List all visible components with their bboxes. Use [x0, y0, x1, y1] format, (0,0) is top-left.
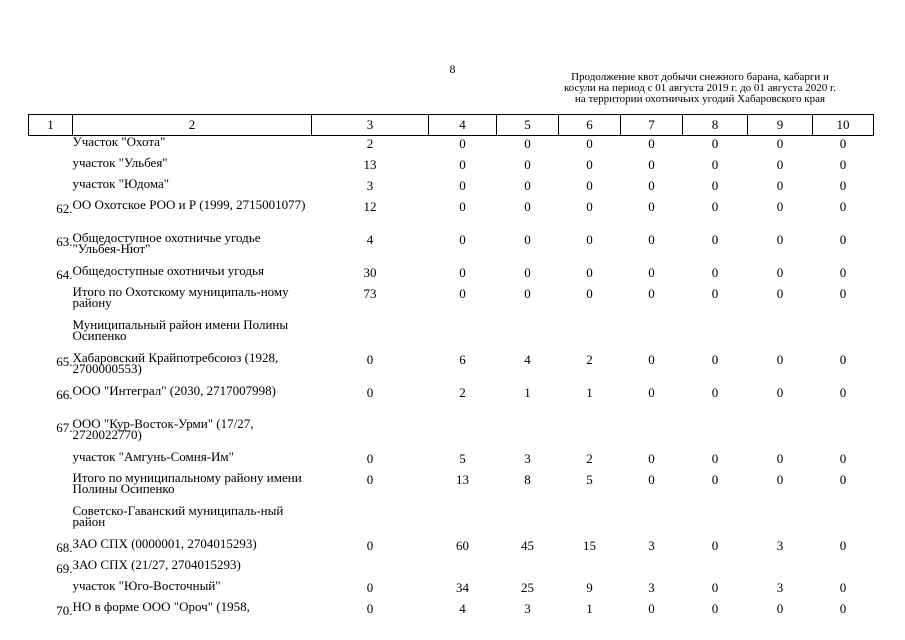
- cell-value-col8: 0: [711, 136, 719, 151]
- cell-value-col8: 0: [711, 580, 719, 595]
- row-name: участок "Юго-Восточный": [72, 578, 221, 593]
- cell-value-col6: 0: [586, 199, 593, 214]
- cell-value-col9: 0: [776, 601, 784, 616]
- row-number: [29, 319, 73, 352]
- cell-value-col8: [683, 418, 748, 451]
- cell-value-col6: 1: [586, 385, 593, 400]
- cell-value-col4: 5: [459, 451, 466, 466]
- cell-value-col5: 0: [524, 178, 531, 193]
- cell-value-col4: 0: [459, 178, 466, 193]
- cell-value-col9: 3: [776, 580, 784, 595]
- cell-value-col10: 0: [839, 136, 847, 151]
- row-name: Участок "Охота": [72, 134, 166, 149]
- cell-value-col10: [813, 559, 874, 580]
- cell-value-col5: 0: [524, 265, 531, 280]
- cell-value-col6: 0: [586, 232, 593, 247]
- column-header-row: [29, 115, 874, 136]
- caption-line-2: косули на период с 01 августа 2019 г. до 01 августа 2020 г.: [563, 82, 836, 94]
- row-name: Итого по Охотскому муниципаль-ному району: [72, 284, 289, 310]
- cell-value-col9: 0: [776, 232, 784, 247]
- cell-value-col10: 0: [839, 232, 847, 247]
- cell-value-col4: 4: [459, 601, 466, 616]
- cell-value-col10: [813, 319, 874, 352]
- cell-value-col7: 0: [648, 472, 655, 487]
- row-name: Итого по муниципальному району имени Полины Осипенко: [72, 470, 302, 496]
- row-name: ЗАО СПХ (0000001, 2704015293): [72, 536, 257, 551]
- column-header: 1: [29, 115, 73, 136]
- cell-value-col5: [497, 319, 559, 352]
- cell-value-col3: 0: [366, 472, 374, 487]
- cell-value-col5: [497, 505, 559, 538]
- cell-value-col7: 3: [648, 580, 655, 595]
- cell-value-col5: 8: [524, 472, 531, 487]
- cell-value-col7: 0: [648, 601, 655, 616]
- row-number: [29, 451, 73, 472]
- cell-value-col6: 0: [586, 157, 593, 172]
- cell-value-col8: 0: [711, 601, 719, 616]
- column-header: 7: [621, 115, 683, 136]
- cell-value-col9: 0: [776, 178, 784, 193]
- row-number: [29, 178, 73, 199]
- caption-line-3: на территории охотничьих угодий Хабаровского края: [574, 93, 826, 105]
- cell-value-col9: [748, 418, 813, 451]
- quota-table: [28, 114, 874, 622]
- cell-value-col6: 5: [586, 472, 593, 487]
- row-number: 70.: [56, 603, 73, 618]
- cell-value-col6: [559, 559, 621, 580]
- cell-value-col4: [429, 418, 497, 451]
- column-header: 4: [429, 115, 497, 136]
- table-row: [29, 265, 874, 286]
- cell-value-col6: 2: [586, 352, 593, 367]
- row-number: 63.: [56, 234, 73, 249]
- cell-value-col5: 0: [524, 286, 531, 301]
- cell-value-col10: 0: [839, 352, 847, 367]
- cell-value-col9: 0: [776, 157, 784, 172]
- cell-value-col8: 0: [711, 385, 719, 400]
- cell-value-col5: 3: [524, 451, 531, 466]
- row-name: ООО "Кур-Восток-Урми" (17/27, 2720022770): [72, 416, 254, 442]
- cell-value-col6: 15: [583, 538, 596, 553]
- column-header: 9: [748, 115, 813, 136]
- cell-value-col3: 0: [366, 451, 374, 466]
- cell-value-col3: 0: [366, 538, 374, 553]
- table-row: [29, 232, 874, 265]
- cell-value-col6: 2: [586, 451, 593, 466]
- cell-value-col6: 9: [586, 580, 593, 595]
- cell-value-col3: 4: [366, 232, 374, 247]
- cell-value-col9: 0: [776, 352, 784, 367]
- cell-value-col6: 0: [586, 265, 593, 280]
- cell-value-col7: [621, 559, 683, 580]
- table-row: [29, 538, 874, 559]
- cell-value-col9: [748, 505, 813, 538]
- cell-value-col10: 0: [839, 601, 847, 616]
- row-name: Общедоступные охотничьи угодья: [72, 263, 264, 278]
- page-number: 8: [449, 62, 456, 76]
- table-row: [29, 472, 874, 505]
- cell-value-col8: 0: [711, 451, 719, 466]
- row-name: Общедоступное охотничье угодье "Ульбея-Нют": [72, 230, 261, 256]
- cell-value-col4: 0: [459, 136, 466, 151]
- row-name: ООО "Интеграл" (2030, 2717007998): [72, 383, 276, 398]
- cell-value-col5: 3: [524, 601, 531, 616]
- cell-value-col8: [683, 319, 748, 352]
- cell-value-col3: [312, 559, 429, 580]
- cell-value-col7: 0: [648, 178, 655, 193]
- cell-value-col10: 0: [839, 286, 847, 301]
- cell-value-col5: 4: [524, 352, 531, 367]
- cell-value-col9: [748, 559, 813, 580]
- table-row: [29, 136, 874, 158]
- row-number: 69.: [56, 561, 73, 576]
- cell-value-col6: [559, 505, 621, 538]
- row-number: [29, 580, 73, 601]
- row-name: Советско-Гаванский муниципаль-ный район: [72, 503, 284, 529]
- cell-value-col8: [683, 505, 748, 538]
- table-row: [29, 559, 874, 580]
- cell-value-col8: 0: [711, 265, 719, 280]
- row-number: 66.: [56, 387, 73, 402]
- cell-value-col4: [429, 319, 497, 352]
- cell-value-col9: 3: [776, 538, 784, 553]
- row-name: НО в форме ООО "Ороч" (1958,: [72, 599, 250, 614]
- cell-value-col7: [621, 505, 683, 538]
- cell-value-col9: 0: [776, 286, 784, 301]
- cell-value-col5: [497, 559, 559, 580]
- row-number: 67.: [56, 420, 73, 435]
- cell-value-col7: 0: [648, 232, 655, 247]
- table-row: [29, 178, 874, 199]
- cell-value-col5: 0: [524, 232, 531, 247]
- cell-value-col3: 13: [363, 157, 377, 172]
- column-header: 2: [73, 115, 312, 136]
- cell-value-col7: 0: [648, 352, 655, 367]
- table-row: [29, 451, 874, 472]
- cell-value-col3: 73: [363, 286, 377, 301]
- cell-value-col9: 0: [776, 136, 784, 151]
- column-header: 8: [683, 115, 748, 136]
- quota-table-body: [29, 136, 874, 623]
- cell-value-col10: [813, 418, 874, 451]
- cell-value-col7: [621, 319, 683, 352]
- row-name: участок "Юдома": [72, 176, 170, 191]
- cell-value-col10: 0: [839, 538, 847, 553]
- table-row: [29, 505, 874, 538]
- cell-value-col3: 12: [363, 199, 377, 214]
- cell-value-col7: 0: [648, 385, 655, 400]
- cell-value-col9: 0: [776, 199, 784, 214]
- cell-value-col7: [621, 418, 683, 451]
- cell-value-col3: 0: [366, 385, 374, 400]
- column-header: 3: [312, 115, 429, 136]
- cell-value-col8: 0: [711, 199, 719, 214]
- column-header: 5: [497, 115, 559, 136]
- cell-value-col10: 0: [839, 178, 847, 193]
- row-name: Хабаровский Крайпотребсоюз (1928, 2700000553): [72, 350, 279, 376]
- cell-value-col8: 0: [711, 286, 719, 301]
- cell-value-col6: 0: [586, 286, 593, 301]
- column-header: 6: [559, 115, 621, 136]
- cell-value-col4: 0: [459, 265, 466, 280]
- cell-value-col5: 0: [524, 136, 531, 151]
- row-number: [29, 286, 73, 319]
- cell-value-col4: 60: [456, 538, 469, 553]
- cell-value-col7: 0: [648, 265, 655, 280]
- row-number: 68.: [56, 540, 73, 555]
- table-row: [29, 157, 874, 178]
- cell-value-col4: [429, 559, 497, 580]
- cell-value-col10: 0: [839, 385, 847, 400]
- cell-value-col4: 0: [459, 232, 466, 247]
- cell-value-col5: 45: [521, 538, 534, 553]
- table-caption: [535, 72, 865, 105]
- cell-value-col9: [748, 319, 813, 352]
- cell-value-col10: 0: [839, 472, 847, 487]
- cell-value-col10: [813, 505, 874, 538]
- cell-value-col7: 0: [648, 286, 655, 301]
- cell-value-col3: [312, 418, 429, 451]
- cell-value-col10: 0: [839, 199, 847, 214]
- cell-value-col6: [559, 319, 621, 352]
- cell-value-col3: 0: [366, 352, 374, 367]
- cell-value-col4: 34: [456, 580, 469, 595]
- cell-value-col9: 0: [776, 385, 784, 400]
- cell-value-col8: 0: [711, 472, 719, 487]
- row-number: [29, 505, 73, 538]
- cell-value-col4: 13: [456, 472, 469, 487]
- cell-value-col10: 0: [839, 157, 847, 172]
- caption-line-1: Продолжение квот добычи снежного барана, кабарги и: [571, 71, 829, 83]
- table-row: [29, 286, 874, 319]
- table-row: [29, 580, 874, 601]
- cell-value-col7: 3: [648, 538, 655, 553]
- table-row: [29, 352, 874, 385]
- cell-value-col10: 0: [839, 265, 847, 280]
- cell-value-col7: 0: [648, 157, 655, 172]
- cell-value-col6: 0: [586, 178, 593, 193]
- cell-value-col8: 0: [711, 157, 719, 172]
- table-row: [29, 319, 874, 352]
- cell-value-col3: 3: [366, 178, 374, 193]
- row-number: 64.: [56, 267, 73, 282]
- cell-value-col3: 0: [366, 601, 374, 616]
- cell-value-col4: 0: [459, 157, 466, 172]
- row-number: [29, 136, 73, 158]
- row-number: 62.: [56, 201, 73, 216]
- cell-value-col4: 0: [459, 286, 466, 301]
- cell-value-col8: 0: [711, 352, 719, 367]
- cell-value-col5: 25: [521, 580, 534, 595]
- cell-value-col6: 1: [586, 601, 593, 616]
- cell-value-col8: [683, 559, 748, 580]
- row-number: [29, 472, 73, 505]
- cell-value-col3: 2: [366, 136, 374, 151]
- cell-value-col4: 6: [459, 352, 466, 367]
- cell-value-col9: 0: [776, 451, 784, 466]
- table-row: [29, 601, 874, 622]
- cell-value-col3: [312, 319, 429, 352]
- row-number: 65.: [56, 354, 73, 369]
- table-row: [29, 199, 874, 232]
- cell-value-col7: 0: [648, 199, 655, 214]
- cell-value-col4: 2: [459, 385, 466, 400]
- cell-value-col4: [429, 505, 497, 538]
- row-name: участок "Ульбея": [72, 155, 168, 170]
- cell-value-col8: 0: [711, 538, 719, 553]
- cell-value-col9: 0: [776, 472, 784, 487]
- cell-value-col6: 0: [586, 136, 593, 151]
- cell-value-col9: 0: [776, 265, 784, 280]
- cell-value-col3: 30: [363, 265, 377, 280]
- table-row: [29, 385, 874, 418]
- cell-value-col5: 0: [524, 157, 531, 172]
- cell-value-col10: 0: [839, 580, 847, 595]
- row-name: ЗАО СПХ (21/27, 2704015293): [72, 557, 241, 572]
- cell-value-col3: 0: [366, 580, 374, 595]
- cell-value-col7: 0: [648, 451, 655, 466]
- cell-value-col8: 0: [711, 178, 719, 193]
- cell-value-col8: 0: [711, 232, 719, 247]
- row-name: участок "Амгунь-Сомня-Им": [72, 449, 234, 464]
- cell-value-col10: 0: [839, 451, 847, 466]
- cell-value-col7: 0: [648, 136, 655, 151]
- cell-value-col5: 1: [524, 385, 531, 400]
- cell-value-col6: [559, 418, 621, 451]
- cell-value-col4: 0: [459, 199, 466, 214]
- cell-value-col5: [497, 418, 559, 451]
- table-row: [29, 418, 874, 451]
- column-header: 10: [813, 115, 874, 136]
- row-number: [29, 157, 73, 178]
- cell-value-col5: 0: [524, 199, 531, 214]
- cell-value-col3: [312, 505, 429, 538]
- row-name: Муниципальный район имени Полины Осипенко: [72, 317, 289, 343]
- row-name: ОО Охотское РОО и Р (1999, 2715001077): [72, 197, 306, 212]
